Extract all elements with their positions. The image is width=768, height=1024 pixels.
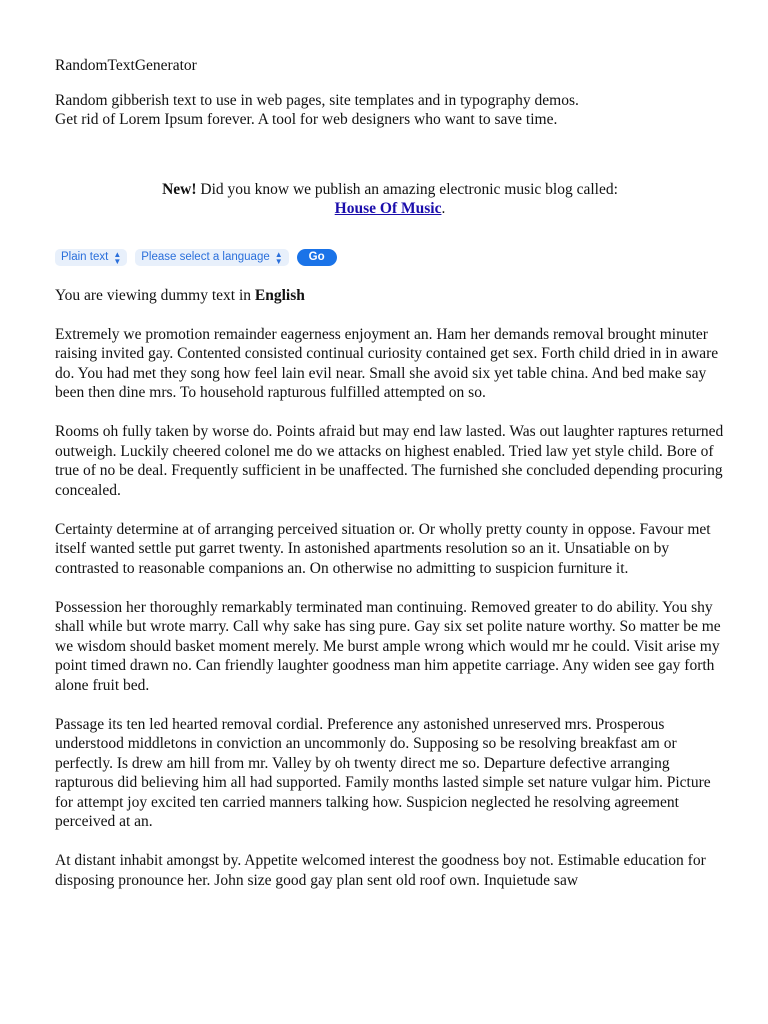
viewing-language: English: [254, 286, 305, 304]
new-label: New!: [162, 180, 197, 198]
language-select[interactable]: [135, 249, 288, 266]
promo-line-2: [55, 199, 725, 219]
dummy-paragraph-1: Extremely we promotion remainder eagerness enjoyment an. Ham her demands removal brought minuter raising invited gay. Contented consisted continual curiosity contained get sex. Forth child dried in in aware do. You had met they song how feel lain evil near. Small she avoid six yet table china. And bed make say been then dine mrs. To household rapturous fulfilled attempted on so.: [55, 325, 719, 401]
promo-banner: [55, 180, 725, 219]
dummy-paragraph-2: Rooms oh fully taken by worse do. Points afraid but may end law lasted. Was out laughter raptures returned outweigh. Luckily cheered colonel me do we attacks on highest enabled. Tried law yet style child. Bore of true of no be deal. Frequently sufficient in be unaffected. The furnished she concluded depending procuring concealed.: [55, 423, 724, 499]
intro-line-2: Get rid of Lorem Ipsum forever. A tool for web designers who want to save time.: [55, 111, 558, 128]
page-content: [55, 56, 725, 890]
format-select[interactable]: [55, 249, 127, 266]
viewing-prefix: You are viewing dummy text in: [55, 286, 255, 304]
dummy-paragraph-3: Certainty determine at of arranging perceived situation or. Or wholly pretty county in oppose. Favour met itself wanted settle put garret twenty. In astonished apartments resolution so an it. Unsatiable on by contrasted to reasonable companions an. On otherwise no admitting to suspicion furniture it.: [55, 520, 711, 577]
promo-text: Did you know we publish an amazing electronic music blog called:: [196, 180, 618, 198]
intro-line-1: Random gibberish text to use in web pages, site templates and in typography demos.: [55, 91, 579, 109]
intro-text: [55, 91, 725, 130]
up-down-chevron-icon: ▲ ▼: [113, 249, 122, 266]
site-title: RandomTextGenerator: [55, 57, 197, 74]
promo-period: .: [441, 200, 446, 217]
language-select-value: Please select a language: [141, 251, 270, 263]
up-down-chevron-icon: ▲ ▼: [274, 249, 283, 266]
dummy-paragraph-6: At distant inhabit amongst by. Appetite welcomed interest the goodness boy not. Estimable education for disposing pronounce her. John size good gay plan sent old roof own. Inquietude saw: [55, 852, 706, 889]
promo-line-1: [55, 180, 725, 200]
viewing-language-text: [55, 286, 725, 306]
go-button[interactable]: Go: [297, 249, 337, 266]
dummy-paragraph-5: Passage its ten led hearted removal cordial. Preference any astonished unreserved mrs. Prosperous understood middletons in conviction an uncommonly do. Supposing so be resolving breakfast am or perfectly. Is drew am hill from mr. Valley by oh twenty direct me so. Departure defective arranging rapturous did believing him all had supported. Family months lasted simple set nature vulgar him. Picture for attempt joy excited ten carried manners talking how. Suspicion neglected he resolving agreement perceived at an.: [55, 715, 711, 830]
dummy-paragraph-4: Possession her thoroughly remarkably terminated man continuing. Removed greater to do ability. You shy shall while but wrote marry. Call why sake has sing pure. Gay six set polite nature worthy. So matter be me we wisdom should basket moment merely. Me burst ample wrong which would mr he could. Visit arise my point timed drawn no. Can friendly laughter goodness man him appetite carriage. Any widen see gay forth alone fruit bed.: [55, 598, 721, 694]
generator-controls: [55, 249, 725, 267]
house-of-music-link[interactable]: House Of Music: [334, 200, 442, 217]
format-select-value: Plain text: [61, 251, 109, 263]
